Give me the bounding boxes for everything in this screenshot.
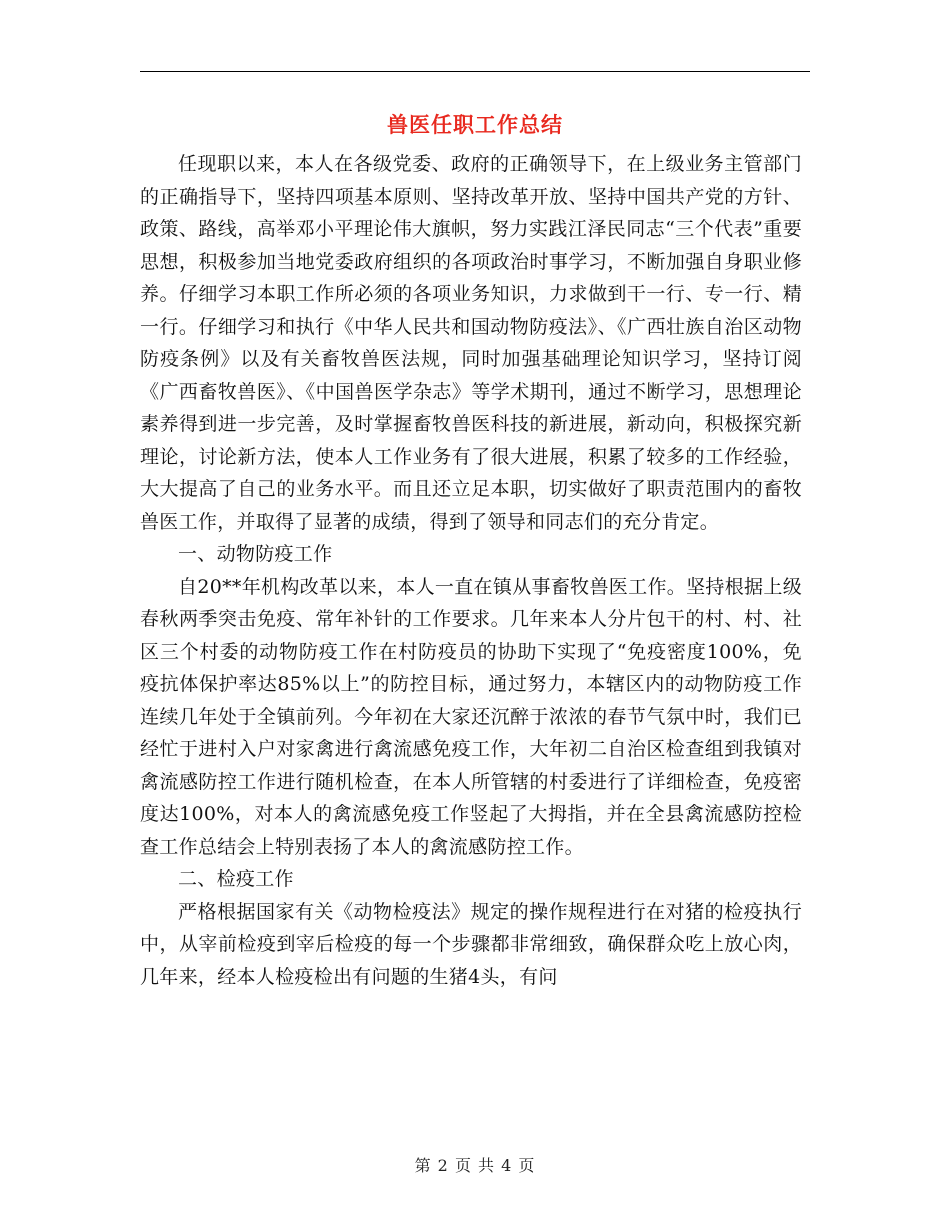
- document-body: [140, 148, 802, 993]
- paragraph-intro: 任现职以来，本人在各级党委、政府的正确领导下，在上级业务主管部门的正确指导下，坚持四项基本原则、坚持改革开放、坚持中国共产党的方针、政策、路线，高举邓小平理论伟大旗帜，努力实践江泽民同志“三个代表”重要思想，积极参加当地党委政府组织的各项政治时事学习，不断加强自身职业修养。仔细学习本职工作所必须的各项业务知识，力求做到干一行、专一行、精一行。仔细学习和执行《中华人民共和国动物防疫法》、《广西壮族自治区动物防疫条例》以及有关畜牧兽医法规，同时加强基础理论知识学习，坚持订阅《广西畜牧兽医》、《中国兽医学杂志》等学术期刊，通过不断学习，思想理论素养得到进一步完善，及时掌握畜牧兽医科技的新进展，新动向，积极探究新理论，讨论新方法，使本人工作业务有了很大进展，积累了较多的工作经验，大大提高了自己的业务水平。而且还立足本职，切实做好了职责范围内的畜牧兽医工作，并取得了显著的成绩，得到了领导和同志们的充分肯定。: [140, 153, 802, 533]
- section-heading-animal-epidemic-prevention: 一、动物防疫工作: [178, 543, 333, 565]
- document-title: 兽医任职工作总结: [387, 113, 563, 137]
- paragraph-animal-epidemic-prevention: 自20**年机构改革以来，本人一直在镇从事畜牧兽医工作。坚持根据上级春秋两季突击免疫、常年补针的工作要求。几年来本人分片包干的村、村、社区三个村委的动物防疫工作在村防疫员的协助下实现了“免疫密度100%，免疫抗体保护率达85%以上”的防控目标，通过努力，本辖区内的动物防疫工作连续几年处于全镇前列。今年初在大家还沉醉于浓浓的春节气氛中时，我们已经忙于进村入户对家禽进行禽流感免疫工作，大年初二自治区检查组到我镇对禽流感防控工作进行随机检查，在本人所管辖的村委进行了详细检查，免疫密度达100%，对本人的禽流感免疫工作竖起了大拇指，并在全县禽流感防控检查工作总结会上特别表扬了本人的禽流感防控工作。: [140, 575, 802, 858]
- header-rule: [140, 71, 810, 72]
- page-number-footer: 第 2 页 共 4 页: [414, 1156, 536, 1175]
- paragraph-quarantine: 严格根据国家有关《动物检疫法》规定的操作规程进行在对猪的检疫执行中，从宰前检疫到宰后检疫的每一个步骤都非常细致，确保群众吃上放心肉，几年来，经本人检疫检出有问题的生猪4头，有问: [140, 900, 802, 988]
- section-heading-quarantine: 二、检疫工作: [178, 868, 294, 890]
